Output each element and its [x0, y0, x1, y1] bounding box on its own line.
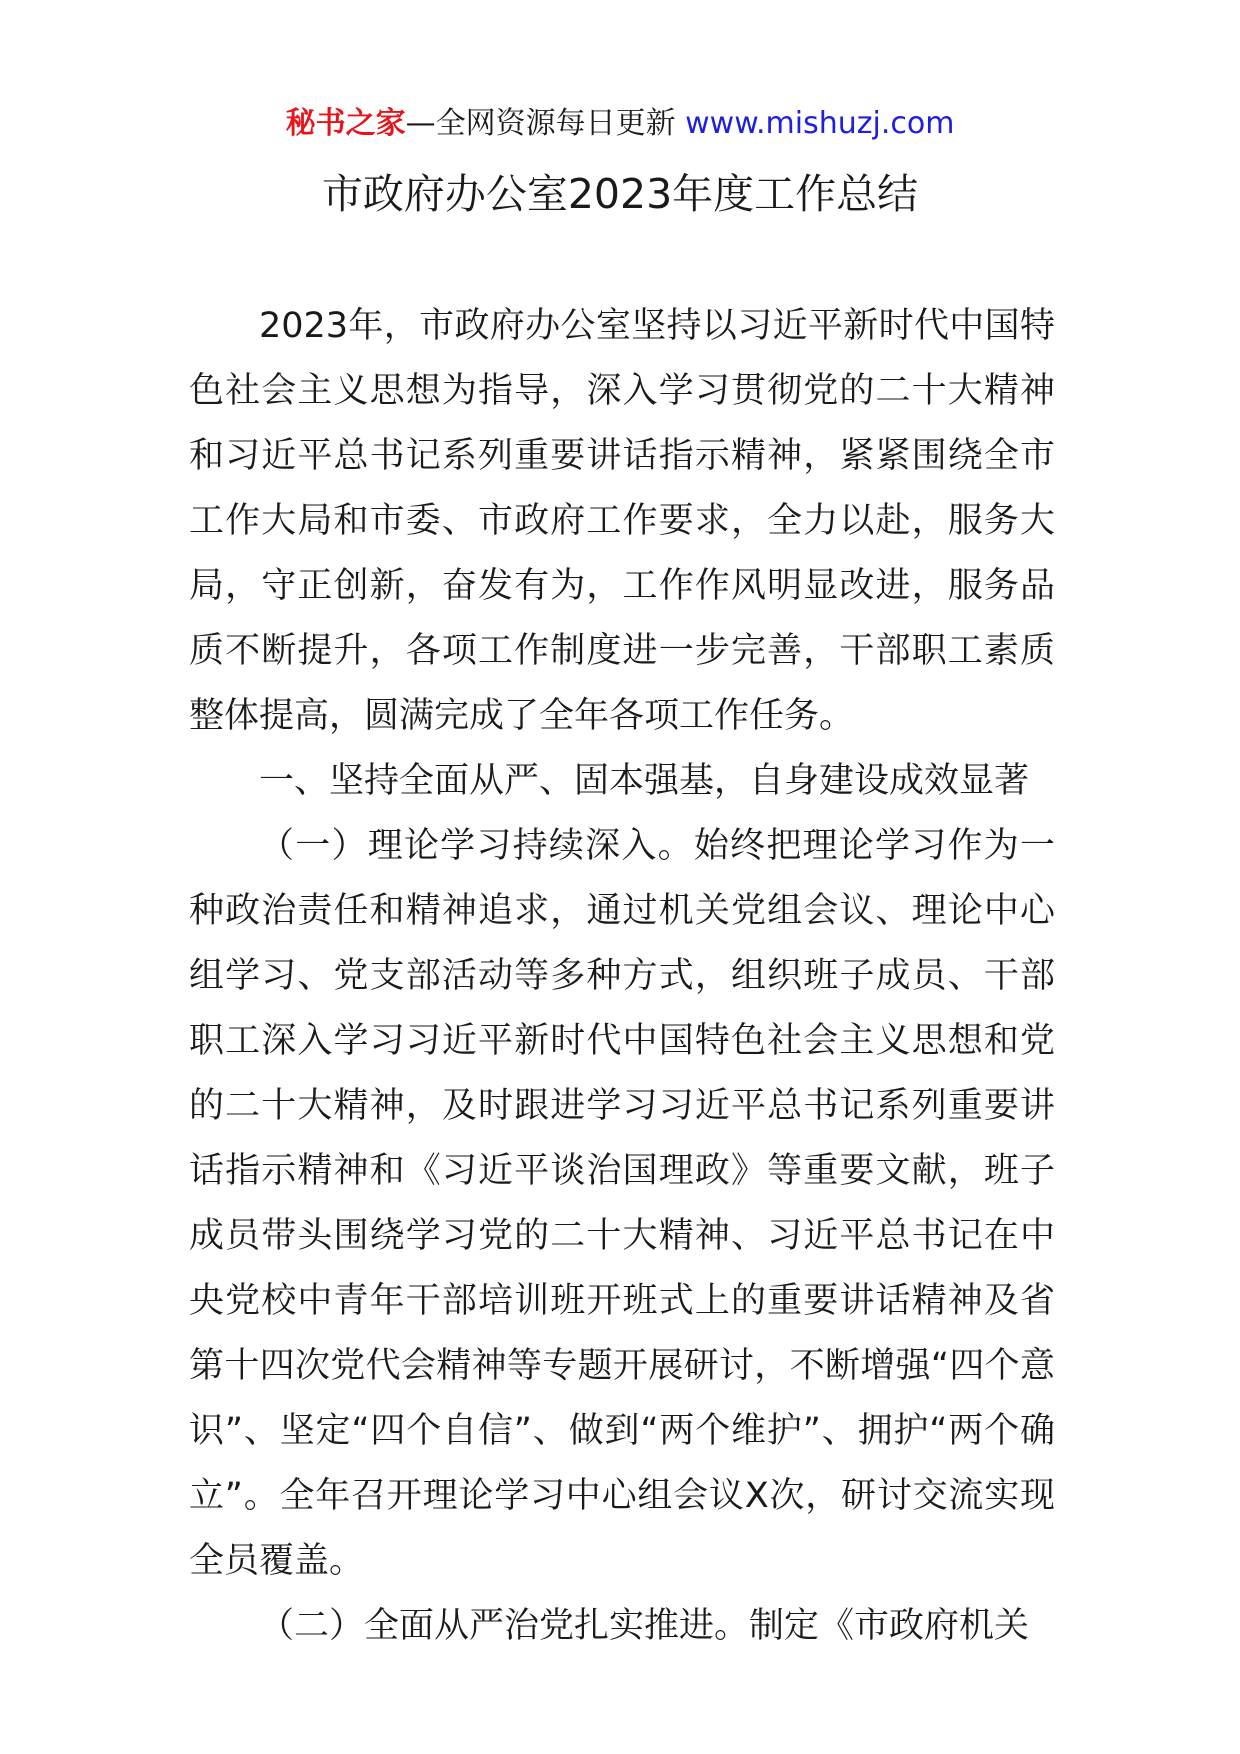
subsection-paragraph: （二）全面从严治党扎实推进。制定《市政府机关 [259, 1606, 1030, 1646]
intro-paragraph: 2023年，市政府办公室坚持以习近平新时代中国特色社会主义思想为指导，深入学习贯彻党的二十大精神和习近平总书记系列重要讲话指示精神，紧紧围绕全市工作大局和市委、市政府工作要求，全力以赴，服务大局，守正创新，奋发有为，工作作风明显改进，服务品质不断提升，各项工作制度进一步完善，干部职工素质整体提高，圆满完成了全年各项工作任务。 [189, 306, 1055, 736]
site-banner [0, 104, 1240, 144]
subsection-paragraph: （一）理论学习持续深入。始终把理论学习作为一种政治责任和精神追求，通过机关党组会议、理论中心组学习、党支部活动等多种方式，组织班子成员、干部职工深入学习习近平新时代中国特色社会主义思想和党的二十大精神，及时跟进学习习近平总书记系列重要讲话指示精神和《习近平谈治国理政》等重要文献，班子成员带头围绕学习党的二十大精神、习近平总书记在中央党校中青年干部培训班开班式上的重要讲话精神及省第十四次党代会精神等专题开展研讨，不断增强“四个意识”、坚定“四个自信”、做到“两个维护”、拥护“两个确立”。全年召开理论学习中心组会议X次，研讨交流实现全员覆盖。 [189, 826, 1055, 1581]
section-heading: 一、坚持全面从严、固本强基，自身建设成效显著 [259, 761, 1030, 801]
site-url-link[interactable]: www.mishuzj.com [685, 106, 955, 141]
document-title: 市政府办公室2023年度工作总结 [321, 170, 919, 218]
document-body [189, 294, 1055, 1659]
banner-tagline: —全网资源每日更新 [405, 106, 676, 141]
brand-name: 秘书之家 [285, 106, 406, 141]
